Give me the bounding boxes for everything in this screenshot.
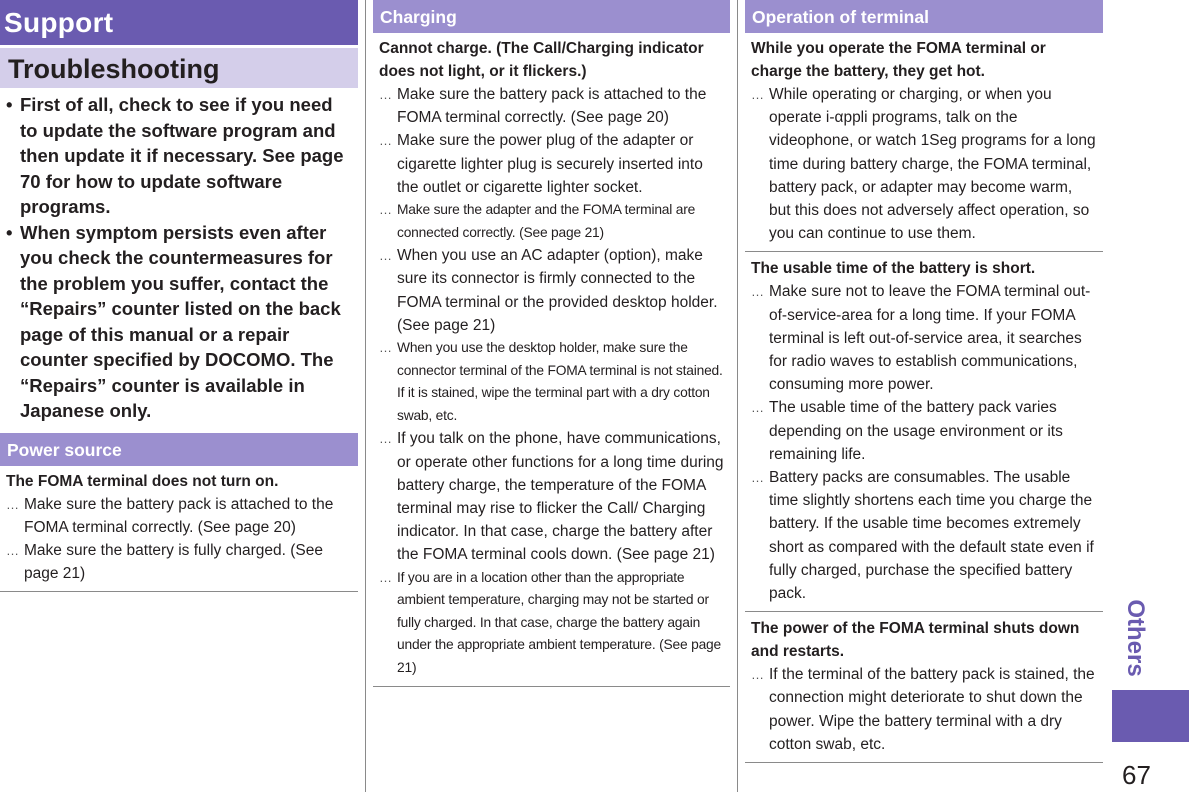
section-title: Support — [0, 0, 358, 45]
solution-text: If the terminal of the battery pack is stained, the connection might deteriorate to shut down the power. Wipe the battery terminal with a dry cotton swab, etc. — [769, 666, 1095, 753]
problem-block — [745, 612, 1103, 763]
side-tab-others — [1120, 588, 1150, 688]
column-left — [0, 0, 358, 592]
solution-text: While operating or charging, or when you operate i-αppli programs, talk on the videophone, or watch 1Seg programs for a long time during battery charge, the FOMA terminal, battery pack, or adapter may become warm, but this does not adversely affect operation, so you can continue to use them. — [769, 86, 1096, 243]
solution-text: If you talk on the phone, have communications, or operate other functions for a long time during battery charge, the temperature of the FOMA terminal may rise to flicker the Call/ Charging indicator. In that case, charge the battery after the FOMA terminal cools down. (See page 21) — [397, 430, 724, 564]
ellipsis-marker: … — [379, 202, 391, 218]
solution-text: The usable time of the battery pack varies depending on the usage environment or its remaining life. — [769, 399, 1063, 463]
column-divider-2 — [737, 0, 738, 792]
solution-item — [751, 663, 1097, 756]
ellipsis-marker: … — [751, 87, 763, 102]
solution-text: Make sure the battery is fully charged. (See page 21) — [24, 541, 323, 583]
problem-block — [373, 33, 730, 687]
problem-title: The usable time of the battery is short. — [751, 260, 1036, 278]
solution-item — [751, 83, 1097, 245]
solution-text: Make sure not to leave the FOMA terminal out-of-service-area for a long time. If your FOMA terminal is left out-of-service area, it searches for radio waves to establish communications, consuming more power. — [769, 283, 1091, 394]
operation-heading: Operation of terminal — [745, 0, 1103, 33]
ellipsis-marker: … — [751, 284, 763, 300]
ellipsis-marker: … — [6, 542, 18, 558]
solution-item — [379, 129, 724, 199]
solution-item — [751, 396, 1097, 466]
ellipsis-marker: … — [379, 248, 391, 264]
ellipsis-marker: … — [751, 667, 763, 683]
problem-title: The FOMA terminal does not turn on. — [6, 472, 279, 490]
solution-item — [6, 539, 352, 585]
problem-block — [745, 252, 1103, 612]
solution-text: Make sure the adapter and the FOMA terminal are connected correctly. (See page 21) — [397, 202, 696, 240]
solution-text: When you use an AC adapter (option), make sure its connector is firmly connected to the FOMA terminal or the provided desktop holder. (See page 21) — [397, 247, 718, 334]
solution-text: Make sure the battery pack is attached to the FOMA terminal correctly. (See page 20) — [397, 86, 707, 127]
solution-item — [379, 567, 724, 680]
solution-text: Make sure the battery pack is attached to the FOMA terminal correctly. (See page 20) — [24, 495, 334, 536]
ellipsis-marker: … — [379, 87, 391, 102]
solution-item — [751, 280, 1097, 396]
side-tab-marker — [1112, 690, 1189, 742]
solution-item — [751, 466, 1097, 605]
problem-title: The power of the FOMA terminal shuts down and restarts. — [751, 620, 1080, 661]
ellipsis-marker: … — [6, 496, 18, 512]
charging-heading: Charging — [373, 0, 730, 33]
ellipsis-marker: … — [379, 340, 391, 356]
solution-item — [379, 83, 724, 129]
solution-text: Battery packs are consumables. The usable time slightly shortens each time you charge the battery. If the usable time becomes extremely short as compared with the default state even if fully charged, purchase the specified battery pack. — [769, 469, 1094, 603]
ellipsis-marker: … — [751, 470, 763, 486]
column-divider-1 — [365, 0, 366, 792]
side-tab-label: Others — [1122, 599, 1149, 677]
solution-text: If you are in a location other than the appropriate ambient temperature, charging may not be started or fully charged. In that case, charge the battery again under the appropriate ambient temperature. (See page 21) — [397, 569, 722, 675]
solution-item — [6, 493, 352, 539]
problem-title: While you operate the FOMA terminal or charge the battery, they get hot. — [751, 40, 1046, 80]
solution-item — [379, 244, 724, 337]
ellipsis-marker: … — [751, 400, 763, 416]
problem-title: Cannot charge. (The Call/Charging indicator does not light, or it flickers.) — [379, 40, 704, 80]
subsection-title: Troubleshooting — [0, 48, 358, 88]
solution-text: Make sure the power plug of the adapter or cigarette lighter plug is securely inserted into the outlet or cigarette lighter socket. — [397, 132, 703, 196]
solution-item — [379, 337, 724, 427]
intro-bullet: • When symptom persists even after you check the countermeasures for the problem you suffer, contact the “Repairs” counter listed on the back page of this manual or a repair counter specified by DOCOMO. The “Repairs” counter is available in Japanese only. — [6, 220, 350, 424]
problem-block — [0, 466, 358, 593]
column-right — [745, 0, 1103, 763]
ellipsis-marker: … — [379, 569, 391, 585]
intro-bullet: • First of all, check to see if you need to update the software program and then update it if necessary. See page 70 for how to update software programs. — [6, 92, 350, 220]
ellipsis-marker: … — [379, 431, 391, 447]
page-number: 67 — [1122, 760, 1151, 790]
solution-item — [379, 427, 724, 566]
column-middle — [373, 0, 730, 687]
solution-item — [379, 199, 724, 244]
ellipsis-marker: … — [379, 133, 391, 149]
problem-block — [745, 33, 1103, 252]
intro-bullet-list — [0, 88, 358, 424]
solution-text: When you use the desktop holder, make sure the connector terminal of the FOMA terminal is not stained. If it is stained, wipe the terminal part with a dry cotton swab, etc. — [397, 340, 723, 423]
power-source-heading: Power source — [0, 433, 358, 466]
